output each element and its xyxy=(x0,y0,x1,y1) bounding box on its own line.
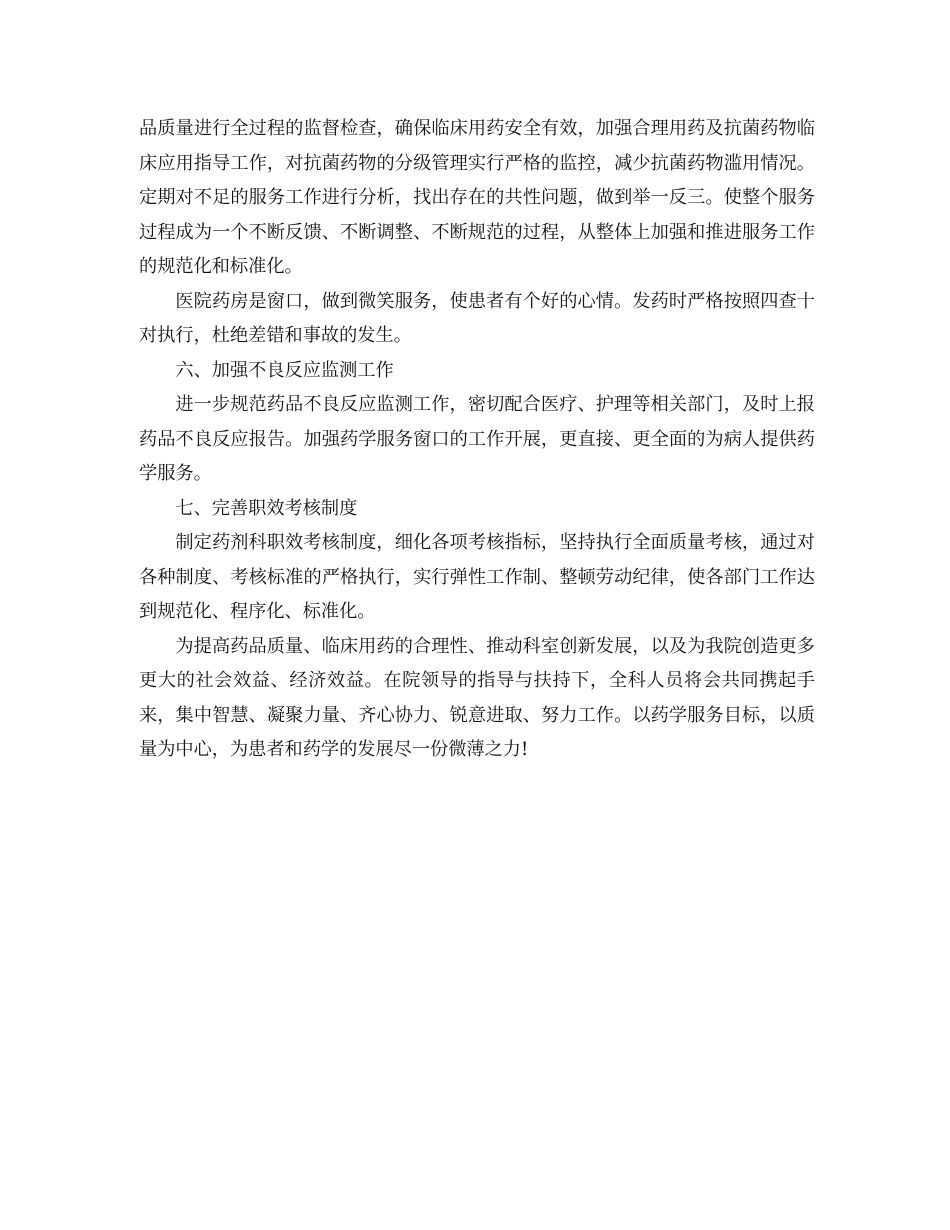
paragraph-adverse-reaction-monitoring: 进一步规范药品不良反应监测工作，密切配合医疗、护理等相关部门，及时上报药品不良反应报告。加强药学服务窗口的工作开展，更直接、更全面的为病人提供药学服务。 xyxy=(139,394,815,484)
section-heading-performance-assessment: 七、完善职效考核制度 xyxy=(175,497,358,519)
paragraph-performance-assessment: 制定药剂科职效考核制度，细化各项考核指标，坚持执行全面质量考核，通过对各种制度、考核标准的严格执行，实行弹性工作制、整顿劳动纪律，使各部门工作达到规范化、程序化、标准化。 xyxy=(139,532,815,622)
section-heading-adverse-reaction: 六、加强不良反应监测工作 xyxy=(175,359,394,381)
document-body xyxy=(139,112,815,768)
paragraph-closing: 为提高药品质量、临床用药的合理性、推动科室创新发展，以及为我院创造更多更大的社会效益、经济效益。在院领导的指导与扶持下，全科人员将会共同携起手来，集中智慧、凝聚力量、齐心协力、锐意进取、努力工作。以药学服务目标，以质量为中心，为患者和药学的发展尽一份微薄之力! xyxy=(139,635,815,760)
paragraph-pharmacy-window: 医院药房是窗口，做到微笑服务，使患者有个好的心情。发药时严格按照四查十对执行，杜绝差错和事故的发生。 xyxy=(139,290,815,346)
paragraph-continued-quality-supervision: 品质量进行全过程的监督检查，确保临床用药安全有效，加强合理用药及抗菌药物临床应用指导工作，对抗菌药物的分级管理实行严格的监控，减少抗菌药物滥用情况。定期对不足的服务工作进行分析，找出存在的共性问题，做到举一反三。使整个服务过程成为一个不断反馈、不断调整、不断规范的过程，从整体上加强和推进服务工作的规范化和标准化。 xyxy=(139,118,815,277)
